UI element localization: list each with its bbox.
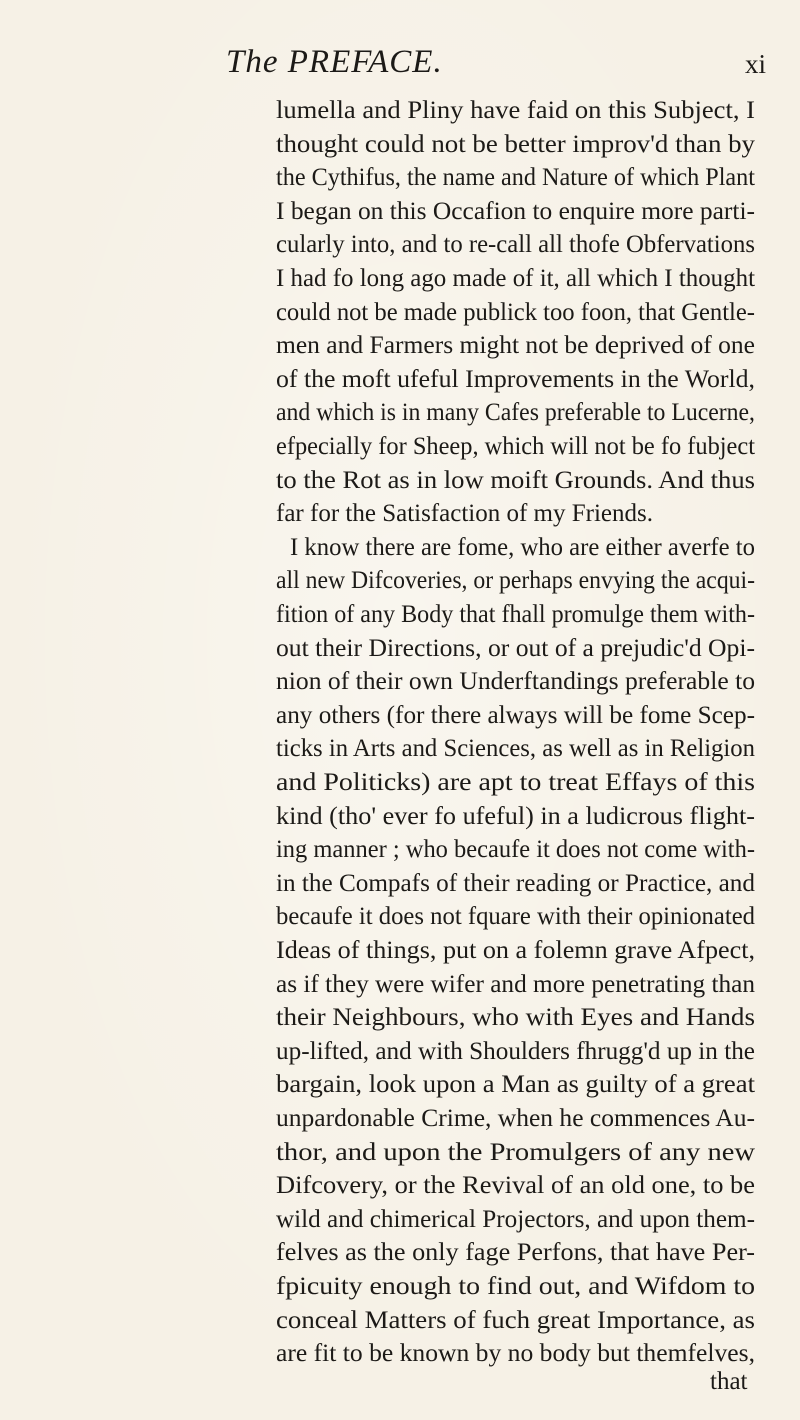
text-line: Difcovery, or the Revival of an old one, to be: [276, 1172, 755, 1200]
text-line: fpicuity enough to find out, and Wifdom to: [276, 1273, 755, 1300]
text-line: thought could not be better improv'd than by: [276, 130, 755, 158]
text-line: felves as the only fage Perfons, that have Per-: [276, 1239, 755, 1267]
text-line: bargain, look upon a Man as guilty of a great: [276, 1071, 755, 1099]
text-line: wild and chimerical Projectors, and upon them-: [276, 1205, 755, 1233]
text-line: ticks in Arts and Sciences, as well as in Religion: [276, 735, 755, 763]
text-line: as if they were wifer and more penetrating than: [276, 970, 755, 998]
text-line: men and Farmers might not be deprived of one: [276, 332, 755, 360]
text-line: up-lifted, and with Shoulders fhrugg'd up in the: [276, 1037, 755, 1065]
text-line: are fit to be known by no body but themfelves,: [276, 1340, 755, 1368]
page-number: xi: [745, 49, 767, 79]
text-line: unpardonable Crime, when he commences Au-: [276, 1105, 755, 1132]
running-head-title: The PREFACE.: [226, 44, 443, 80]
text-line: could not be made publick too foon, that Gentle-: [276, 298, 755, 326]
text-line: cularly into, and to re-call all thofe Obfervations: [276, 231, 755, 259]
text-line: I began on this Occafion to enquire more parti-: [276, 197, 755, 225]
text-line: lumella and Pliny have faid on this Subject, I: [276, 97, 755, 124]
text-line: in the Compafs of their reading or Practice, and: [276, 869, 755, 897]
text-line: becaufe it does not fquare with their opinionated: [276, 903, 755, 931]
text-line: far for the Satisfaction of my Friends.: [276, 500, 653, 528]
text-line: their Neighbours, who with Eyes and Hands: [276, 1004, 755, 1032]
text-line: the Cythifus, the name and Nature of which Plant: [276, 164, 755, 192]
text-line: Ideas of things, put on a folemn grave Afpect,: [276, 937, 755, 964]
text-line: efpecially for Sheep, which will not be fo fubject: [276, 433, 755, 460]
text-line: kind (tho' ever fo ufeful) in a ludicrous flight-: [276, 802, 755, 830]
text-line: nion of their own Underftandings preferable to: [276, 668, 755, 696]
text-line: thor, and upon the Promulgers of any new: [276, 1138, 755, 1166]
text-line: and Politicks) are apt to treat Effays of this: [276, 769, 755, 796]
text-line: conceal Matters of fuch great Importance, as: [276, 1306, 755, 1334]
text-line: of the moft ufeful Improvements in the World,: [276, 365, 755, 393]
text-line: ing manner ; who becaufe it does not come with-: [276, 836, 755, 864]
text-line: and which is in many Cafes preferable to Lucerne,: [276, 399, 755, 427]
text-line: I know there are fome, who are either averfe to: [290, 533, 755, 561]
text-line: out their Directions, or out of a prejudic'd Opi-: [276, 634, 755, 662]
text-line: all new Difcoveries, or perhaps envying the acqui-: [276, 567, 755, 595]
text-line: I had fo long ago made of it, all which I thought: [276, 265, 755, 292]
text-line: fition of any Body that fhall promulge them with-: [276, 601, 755, 628]
text-line: any others (for there always will be fome Scep-: [276, 701, 755, 729]
text-line: to the Rot as in low moift Grounds. And thus: [276, 466, 755, 494]
catchword: that: [710, 1368, 748, 1395]
